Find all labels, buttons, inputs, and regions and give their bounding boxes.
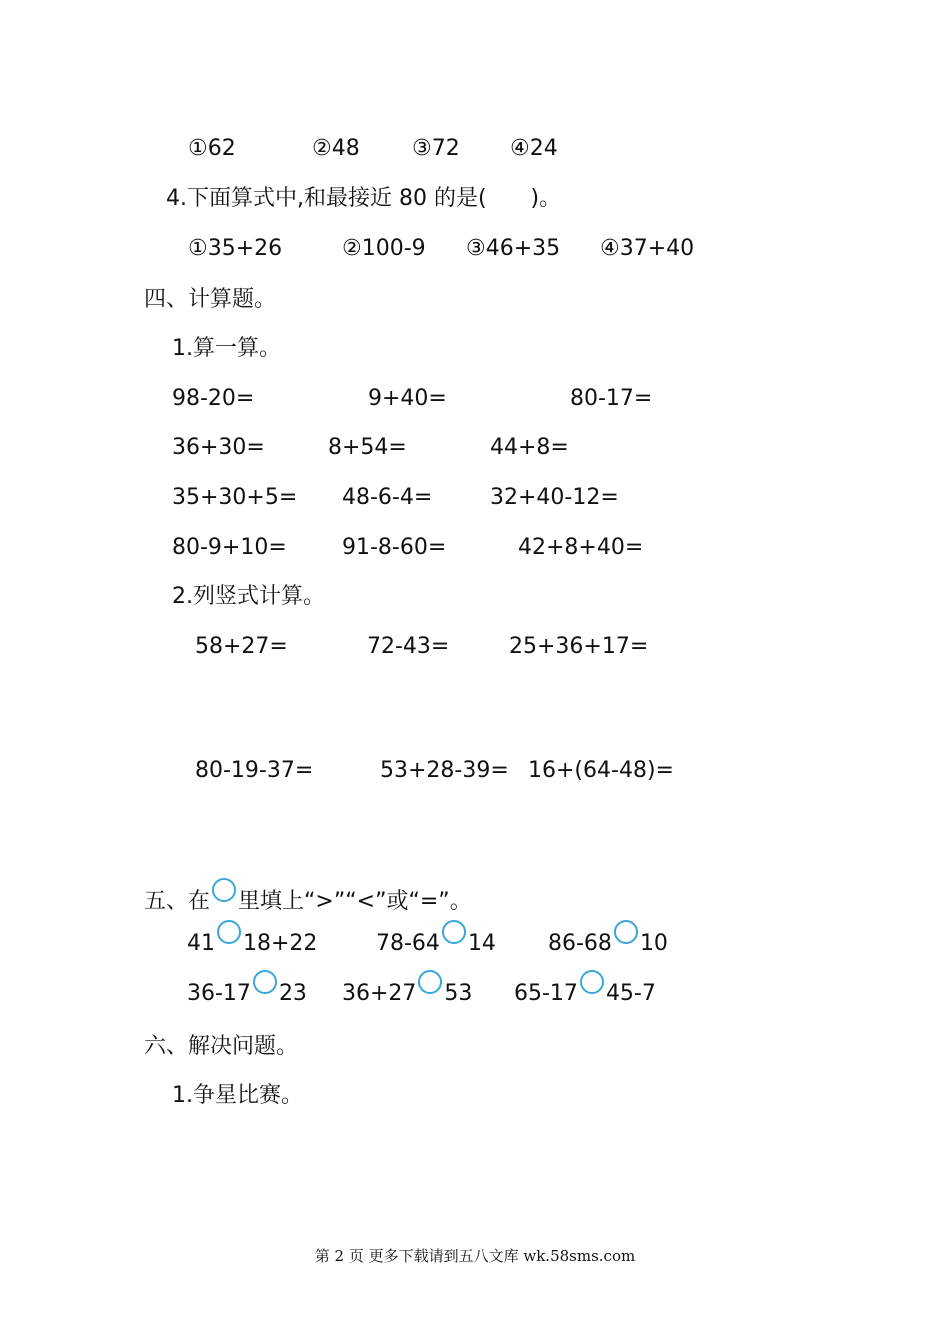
calc-r3-c1: 35+30+5= bbox=[172, 485, 298, 510]
calc-r2-c3: 44+8= bbox=[490, 435, 569, 460]
vertical-r1-c3: 25+36+17= bbox=[509, 634, 649, 659]
compare-item-5 bbox=[342, 980, 472, 1005]
answer-circle-input[interactable] bbox=[253, 970, 277, 994]
answer-circle-input[interactable] bbox=[217, 920, 241, 944]
calc-r4-c2: 91-8-60= bbox=[342, 535, 447, 560]
section5-title bbox=[144, 888, 472, 913]
section4-sub2: 2.列竖式计算。 bbox=[172, 584, 325, 609]
section5-title-pre: 五、在 bbox=[144, 889, 211, 914]
calc-r1-c1: 98-20= bbox=[172, 386, 255, 411]
section5-title-post: 里填上“>”“<”或“=”。 bbox=[238, 889, 472, 914]
compare-right: 18+22 bbox=[243, 931, 318, 956]
compare-item-4 bbox=[187, 980, 307, 1005]
vertical-r2-c2: 53+28-39= bbox=[380, 758, 509, 783]
answer-circle-input[interactable] bbox=[580, 970, 604, 994]
vertical-r2-c1: 80-19-37= bbox=[195, 758, 314, 783]
compare-right: 53 bbox=[444, 981, 473, 1006]
compare-right: 14 bbox=[467, 931, 496, 956]
compare-left: 65-17 bbox=[514, 981, 578, 1006]
vertical-r1-c1: 58+27= bbox=[195, 634, 288, 659]
compare-item-1 bbox=[187, 930, 317, 955]
calc-r4-c1: 80-9+10= bbox=[172, 535, 287, 560]
compare-right: 23 bbox=[278, 981, 307, 1006]
q3-option-1: ①62 bbox=[188, 136, 236, 161]
page-footer: 第 2 页 更多下载请到五八文库 wk.58sms.com bbox=[314, 1247, 636, 1265]
calc-r1-c3: 80-17= bbox=[570, 386, 653, 411]
compare-left: 36+27 bbox=[342, 981, 417, 1006]
calc-r3-c3: 32+40-12= bbox=[490, 485, 619, 510]
section6-sub1: 1.争星比赛。 bbox=[172, 1083, 303, 1108]
q4-option-1: ①35+26 bbox=[188, 236, 283, 261]
calc-r1-c2: 9+40= bbox=[368, 386, 447, 411]
q3-option-3: ③72 bbox=[412, 136, 460, 161]
compare-left: 86-68 bbox=[548, 931, 612, 956]
calc-r3-c2: 48-6-4= bbox=[342, 485, 433, 510]
section4-title: 四、计算题。 bbox=[144, 287, 277, 312]
answer-circle-input[interactable] bbox=[614, 920, 638, 944]
q3-option-2: ②48 bbox=[312, 136, 360, 161]
vertical-r2-c3: 16+(64-48)= bbox=[528, 758, 674, 783]
compare-item-3 bbox=[548, 930, 668, 955]
compare-left: 78-64 bbox=[376, 931, 440, 956]
section6-title: 六、解决问题。 bbox=[144, 1034, 299, 1059]
compare-left: 36-17 bbox=[187, 981, 251, 1006]
answer-circle-input[interactable] bbox=[418, 970, 442, 994]
q4-option-2: ②100-9 bbox=[342, 236, 426, 261]
compare-item-6 bbox=[514, 980, 656, 1005]
vertical-r1-c2: 72-43= bbox=[367, 634, 450, 659]
q3-option-4: ④24 bbox=[510, 136, 558, 161]
answer-circle-icon bbox=[212, 878, 236, 902]
q4-option-3: ③46+35 bbox=[466, 236, 561, 261]
answer-circle-input[interactable] bbox=[442, 920, 466, 944]
q4-option-4: ④37+40 bbox=[600, 236, 695, 261]
compare-item-2 bbox=[376, 930, 496, 955]
compare-right: 10 bbox=[639, 931, 668, 956]
calc-r2-c1: 36+30= bbox=[172, 435, 265, 460]
compare-right: 45-7 bbox=[605, 981, 656, 1006]
compare-left: 41 bbox=[187, 931, 215, 956]
calc-r4-c3: 42+8+40= bbox=[518, 535, 644, 560]
section4-sub1: 1.算一算。 bbox=[172, 336, 281, 361]
calc-r2-c2: 8+54= bbox=[328, 435, 407, 460]
q4-question: 4.下面算式中,和最接近 80 的是( )。 bbox=[166, 186, 562, 211]
